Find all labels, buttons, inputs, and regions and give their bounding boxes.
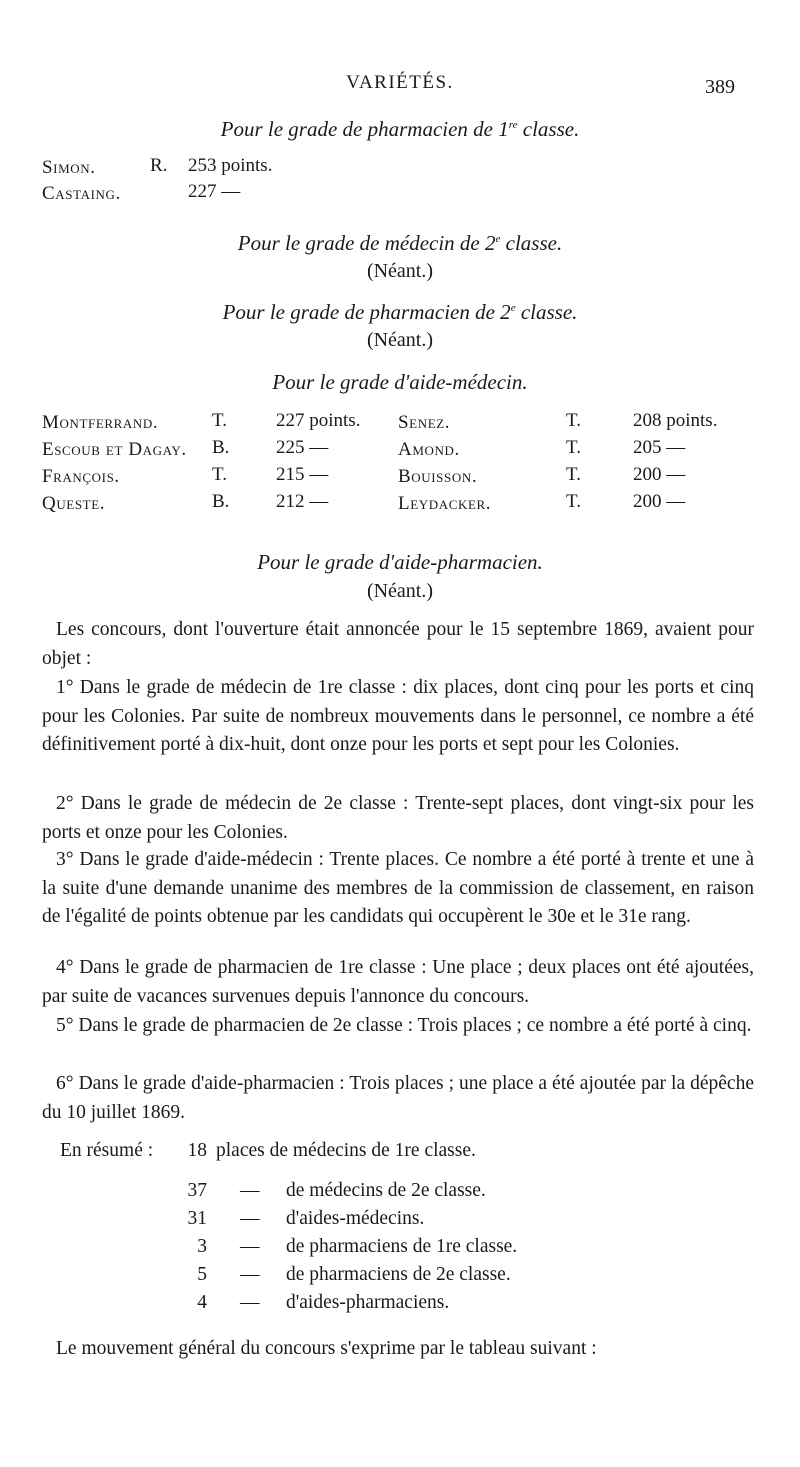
candidate-letter: T. (566, 491, 581, 512)
summary-count: 5 (197, 1264, 207, 1285)
candidate-points: 253 points. (188, 155, 273, 176)
candidate-name: Castaing. (42, 183, 121, 204)
heading-pharmacien-1re-classe: Pour le grade de pharmacien de 1re classe. (220, 117, 580, 141)
summary-dash: — (240, 1264, 260, 1285)
paragraph-4: 4° Dans le grade de pharmacien de 1re classe : Une place ; deux places ont été ajoutées, par suite de vacances survenues depuis l'annonce du concours. (42, 957, 754, 1007)
candidate-name: Leydacker. (398, 493, 492, 514)
summary-text: d'aides-médecins. (286, 1208, 425, 1229)
summary-lead: En résumé : (60, 1140, 154, 1161)
summary-dash: — (240, 1236, 260, 1257)
summary-count: 4 (197, 1292, 207, 1313)
candidate-letter: T. (566, 437, 581, 458)
paragraph-intro: Les concours, dont l'ouverture était annoncée pour le 15 septembre 1869, avaient pour objet : (42, 619, 754, 669)
summary-count: 3 (197, 1236, 207, 1257)
candidate-points: 225 — (276, 437, 329, 458)
heading-aide-pharmacien: Pour le grade d'aide-pharmacien. (257, 550, 543, 574)
candidate-points: 212 — (276, 491, 329, 512)
page-number: 389 (705, 76, 735, 98)
paragraph-6: 6° Dans le grade d'aide-pharmacien : Trois places ; une place a été ajoutée par la dépêche du 10 juillet 1869. (42, 1073, 754, 1123)
candidate-points: 215 — (276, 464, 329, 485)
summary-count: 37 (187, 1180, 207, 1201)
candidate-letter: T. (212, 410, 227, 431)
paragraph-1: 1° Dans le grade de médecin de 1re classe : dix places, dont cinq pour les ports et cinq pour les Colonies. Par suite de nombreux mouvements dans le personnel, ce nombre a été définitivement porté à dix-huit, dont onze pour les ports et sept pour les Colonies. (42, 677, 754, 755)
summary-dash: — (240, 1292, 260, 1313)
summary-text: de médecins de 2e classe. (286, 1180, 486, 1201)
summary-text: de pharmaciens de 2e classe. (286, 1264, 511, 1285)
candidate-letter: T. (212, 464, 227, 485)
heading-medecin-2e-classe: Pour le grade de médecin de 2e classe. (237, 231, 563, 255)
paragraph-2: 2° Dans le grade de médecin de 2e classe : Trente-sept places, dont vingt-six pour les ports et onze pour les Colonies. (42, 793, 754, 843)
paragraph-5: 5° Dans le grade de pharmacien de 2e classe : Trois places ; ce nombre a été porté à cinq. (56, 1015, 752, 1036)
candidate-points: 205 — (633, 437, 686, 458)
heading-aide-medecin: Pour le grade d'aide-médecin. (272, 370, 528, 394)
summary-text: de pharmaciens de 1re classe. (286, 1236, 518, 1257)
neant-note: (Néant.) (366, 329, 434, 351)
candidate-name: Senez. (398, 412, 451, 433)
neant-note: (Néant.) (366, 260, 434, 282)
candidate-letter: R. (150, 155, 168, 176)
summary-count: 18 (187, 1140, 207, 1161)
candidate-name: Montferrand. (42, 412, 159, 433)
candidate-letter: T. (566, 464, 581, 485)
candidate-letter: B. (212, 491, 230, 512)
candidate-name: François. (42, 466, 120, 487)
summary-dash: — (240, 1208, 260, 1229)
candidate-points: 227 points. (276, 410, 361, 431)
neant-note: (Néant.) (366, 580, 434, 602)
candidate-points: 200 — (633, 491, 686, 512)
paragraph-3: 3° Dans le grade d'aide-médecin : Trente places. Ce nombre a été porté à trente et une à la suite d'une demande unanime des membres de la commission de classement, en raison de l'égalité de points obtenue par les candidats qui occupèrent le 30e et le 31e rang. (42, 849, 754, 927)
candidate-name: Bouisson. (398, 466, 478, 487)
candidate-points: 200 — (633, 464, 686, 485)
summary-text: places de médecins de 1re classe. (216, 1140, 476, 1161)
candidate-points: 208 points. (633, 410, 718, 431)
summary-count: 31 (187, 1208, 207, 1229)
candidate-name: Escoub et Dagay. (42, 439, 187, 460)
closing-sentence: Le mouvement général du concours s'exprime par le tableau suivant : (56, 1338, 597, 1359)
heading-pharmacien-2e-classe: Pour le grade de pharmacien de 2e classe. (222, 300, 578, 324)
running-header: VARIÉTÉS. (346, 72, 454, 93)
candidate-letter: T. (566, 410, 581, 431)
candidate-points: 227 — (188, 181, 241, 202)
summary-dash: — (240, 1180, 260, 1201)
candidate-name: Amond. (398, 439, 460, 460)
candidate-name: Simon. (42, 157, 96, 178)
candidate-letter: B. (212, 437, 230, 458)
summary-text: d'aides-pharmaciens. (286, 1292, 450, 1313)
candidate-name: Queste. (42, 493, 106, 514)
